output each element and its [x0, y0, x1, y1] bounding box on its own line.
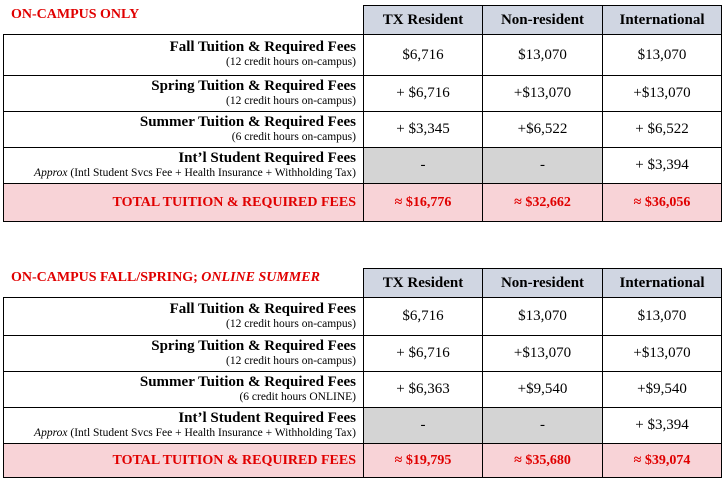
row-label — [4, 372, 364, 408]
cell-international: + $6,522 — [603, 112, 722, 148]
row-sub-text: (12 credit hours on-campus) — [226, 94, 356, 107]
total-row — [4, 444, 722, 478]
row-sub-text: (6 credit hours ONLINE) — [239, 390, 356, 403]
row-label-sub — [4, 55, 356, 70]
section-title-text: ON-CAMPUS FALL/SPRING; — [11, 270, 202, 285]
total-tx-resident: ≈ $16,776 — [364, 184, 483, 222]
row-label — [4, 35, 364, 76]
cell-tx-resident: + $6,716 — [364, 76, 483, 112]
header-international: International — [603, 6, 722, 35]
total-row — [4, 184, 722, 222]
header-row — [4, 6, 722, 35]
row-label-main: Int’l Student Required Fees — [178, 409, 356, 426]
cell-tx-resident: $6,716 — [364, 298, 483, 336]
row-sub-text: (12 credit hours on-campus) — [226, 56, 356, 68]
row-label — [4, 298, 364, 336]
row-sub-italic: Approx — [34, 426, 68, 439]
cell-non-resident: - — [483, 148, 603, 184]
fees-table — [3, 268, 722, 478]
table-row — [4, 372, 722, 408]
row-sub-italic: Approx — [34, 166, 68, 179]
table-row — [4, 408, 722, 444]
row-label-main: Spring Tuition & Required Fees — [151, 77, 356, 94]
row-label — [4, 148, 364, 184]
row-label — [4, 112, 364, 148]
table-row — [4, 336, 722, 372]
row-label-main: Int’l Student Required Fees — [178, 149, 356, 166]
total-label: TOTAL TUITION & REQUIRED FEES — [4, 444, 364, 478]
cell-non-resident: +$13,070 — [483, 76, 603, 112]
header-non-resident: Non-resident — [483, 269, 603, 298]
row-sub-text: (6 credit hours on-campus) — [231, 130, 356, 143]
cell-non-resident: $13,070 — [483, 35, 603, 76]
row-sub-text: (Intl Student Svcs Fee + Health Insurance + Withholding Tax) — [67, 426, 356, 439]
cell-international: $13,070 — [603, 35, 722, 76]
total-international: ≈ $39,074 — [603, 444, 722, 478]
cell-non-resident: +$9,540 — [483, 372, 603, 408]
cell-non-resident: +$13,070 — [483, 336, 603, 372]
total-non-resident: ≈ $32,662 — [483, 184, 603, 222]
header-tx-resident: TX Resident — [364, 269, 483, 298]
row-label-sub — [4, 94, 356, 109]
header-row — [4, 269, 722, 298]
section-title-text: ON-CAMPUS ONLY — [11, 7, 140, 22]
cell-international: + $3,394 — [603, 148, 722, 184]
cell-tx-resident: - — [364, 408, 483, 444]
header-tx-resident: TX Resident — [364, 6, 483, 35]
total-label: TOTAL TUITION & REQUIRED FEES — [4, 184, 364, 222]
table-row — [4, 298, 722, 336]
table-row — [4, 148, 722, 184]
fees-table — [3, 5, 722, 222]
row-label-sub — [4, 354, 356, 369]
header-blank — [4, 269, 364, 298]
header-blank — [4, 6, 364, 35]
cell-international: +$13,070 — [603, 76, 722, 112]
header-international: International — [603, 269, 722, 298]
cell-tx-resident: + $6,363 — [364, 372, 483, 408]
cell-international: $13,070 — [603, 298, 722, 336]
cell-international: +$9,540 — [603, 372, 722, 408]
row-sub-text: (Intl Student Svcs Fee + Health Insurance + Withholding Tax) — [67, 166, 356, 179]
table-row — [4, 76, 722, 112]
row-label-sub — [4, 317, 356, 332]
cell-tx-resident: $6,716 — [364, 35, 483, 76]
row-sub-text: (12 credit hours on-campus) — [226, 354, 356, 367]
cell-tx-resident: + $3,345 — [364, 112, 483, 148]
cell-non-resident: - — [483, 408, 603, 444]
table-row — [4, 35, 722, 76]
row-label-sub — [4, 390, 356, 405]
cell-international: + $3,394 — [603, 408, 722, 444]
table-row — [4, 112, 722, 148]
row-label-sub — [4, 166, 356, 181]
row-label-main: Summer Tuition & Required Fees — [139, 373, 356, 390]
cell-international: +$13,070 — [603, 336, 722, 372]
cell-non-resident: $13,070 — [483, 298, 603, 336]
total-non-resident: ≈ $35,680 — [483, 444, 603, 478]
row-label-main: Spring Tuition & Required Fees — [151, 337, 356, 354]
cell-non-resident: +$6,522 — [483, 112, 603, 148]
cell-tx-resident: + $6,716 — [364, 336, 483, 372]
section-title-italic: ONLINE SUMMER — [201, 270, 320, 285]
cell-tx-resident: - — [364, 148, 483, 184]
total-tx-resident: ≈ $19,795 — [364, 444, 483, 478]
row-label-main: Fall Tuition & Required Fees — [169, 39, 356, 55]
row-label-main: Summer Tuition & Required Fees — [139, 113, 356, 130]
row-sub-text: (12 credit hours on-campus) — [226, 317, 356, 330]
row-label — [4, 408, 364, 444]
row-label — [4, 76, 364, 112]
row-label-sub — [4, 426, 356, 441]
total-international: ≈ $36,056 — [603, 184, 722, 222]
header-non-resident: Non-resident — [483, 6, 603, 35]
row-label-sub — [4, 130, 356, 145]
row-label-main: Fall Tuition & Required Fees — [169, 300, 356, 317]
row-label — [4, 336, 364, 372]
